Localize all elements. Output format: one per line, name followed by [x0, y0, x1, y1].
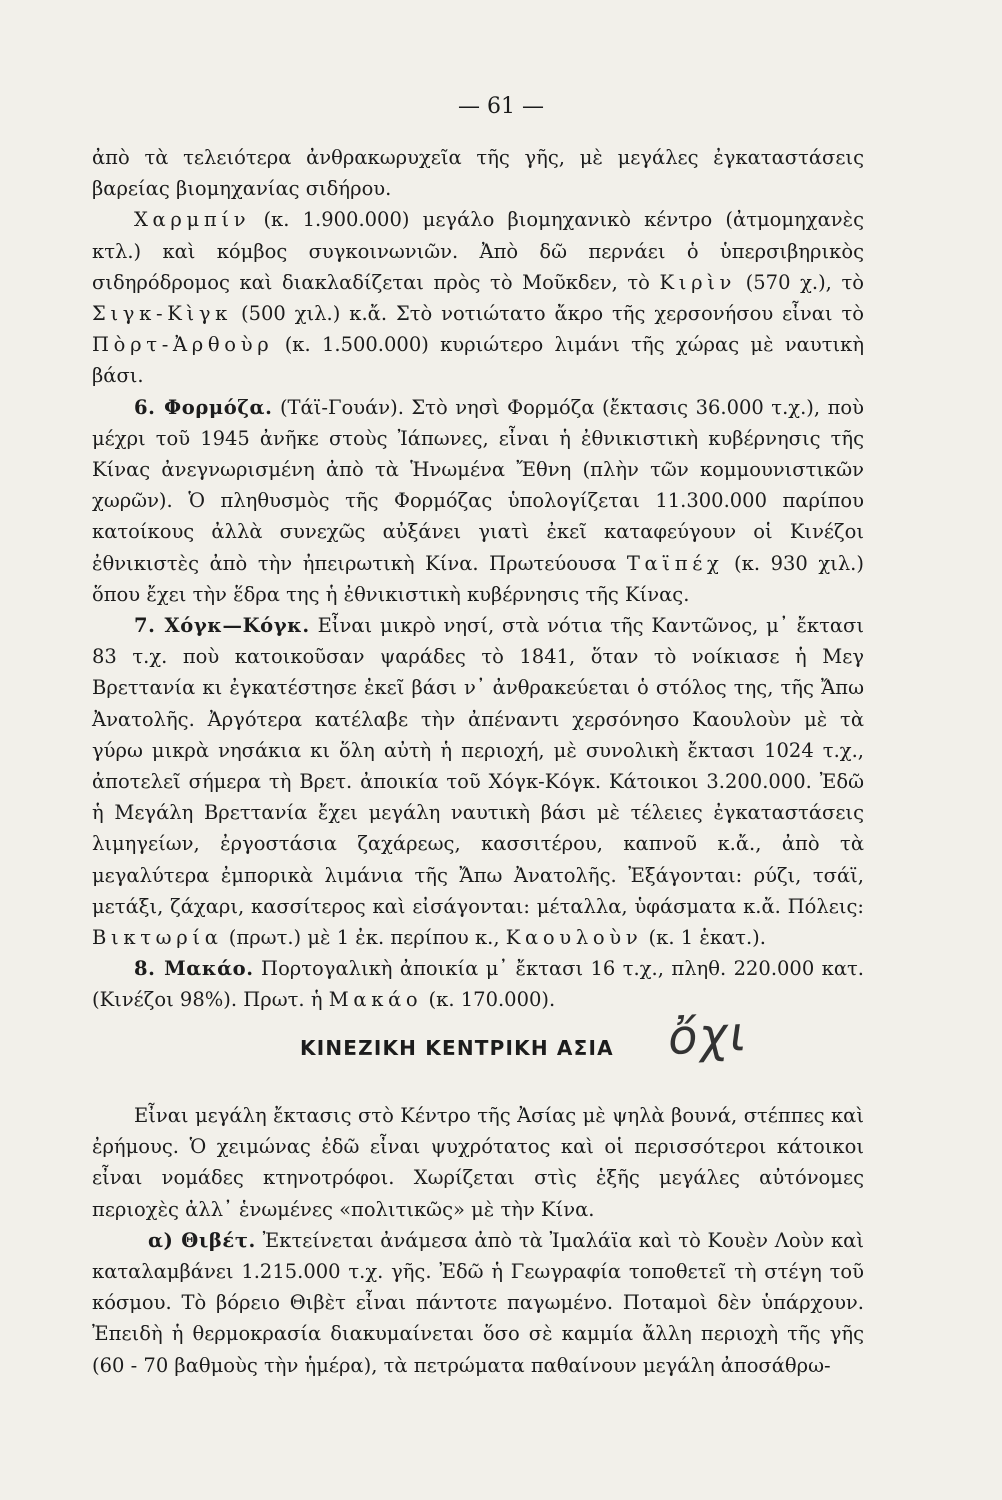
- heading-tibet: α) Θιβέτ.: [148, 1228, 256, 1252]
- heading-hong-kong: 7. Χόγκ—Κόγκ.: [134, 614, 310, 638]
- heading-formosa: 6. Φορμόζα.: [134, 395, 273, 419]
- page-number: — 61 —: [458, 94, 544, 119]
- section-formosa: 6. Φορμόζα. (Τάϊ-Γουάν). Στὸ νησὶ Φορμόζα (ἔκτασις 36.000 τ.χ.), ποὺ μέχρι τοῦ 1945 ἀνῆκε στοὺς Ἰάπωνες, εἶναι ἡ ἐθνικιστικὴ κυβέρνησις τῆς Κίνας ἀνεγνωρισμένη ἀπὸ τὰ Ἡνωμένα Ἔθνη (πλὴν τῶν κομμουνιστικῶν χωρῶν). Ὁ πληθυσμὸς τῆς Φορμόζας ὑπολογίζεται 11.300.000 παρίπου κατοίκους ἀλλὰ συνεχῶς αὐξάνει γιατὶ ἐκεῖ καταφεύγουν οἱ Κινέζοι ἐθνικιστὲς ἀπὸ τὴν ἠπειρωτικὴ Κίνα. Πρωτεύουσα Ταϊπέχ (κ. 930 χιλ.) ὅπου ἔχει τὴν ἕδρα της ἡ ἐθνικιστικὴ κυβέρνησις τῆς Κίνας.: [92, 395, 864, 606]
- section-tibet: α) Θιβέτ. Ἐκτείνεται ἀνάμεσα ἀπὸ τὰ Ἰμαλάϊα καὶ τὸ Κουὲν Λοὺν καὶ καταλαμβάνει 1.215.000 τ.χ. γῆς. Ἐδῶ ἡ Γεωγραφία τοποθετεῖ τὴ στέγη τοῦ κόσμου. Τὸ βόρειο Θιβὲτ εἶναι πάντοτε παγωμένο. Ποταμοὶ δὲν ὑπάρχουν. Ἐπειδὴ ἡ θερμοκρασία διακυμαίνεται ὅσο σὲ καμμία ἄλλη περιοχὴ τῆς γῆς (60 - 70 βαθμοὺς τὴν ἡμέρα), τὰ πετρώματα παθαίνουν μεγάλη ἀποσάθρω-: [92, 1228, 864, 1377]
- place-kowloon: Καουλοὺν: [505, 926, 643, 950]
- text-block-upper: [92, 142, 864, 1016]
- place-taipei: Ταϊπέχ: [626, 551, 724, 575]
- place-macao: Μακάο: [328, 988, 423, 1012]
- handwritten-annotation: ὄχι: [666, 1005, 750, 1067]
- paragraph-central-asia: Εἶναι μεγάλη ἔκτασις στὸ Κέντρο τῆς Ἀσίας μὲ ψηλὰ βουνά, στέππες καὶ ἐρήμους. Ὁ χειμώνας ἐδῶ εἶναι ψυχρότατος καὶ οἱ περισσότεροι κάτοικοι εἶναι νομάδες κτηνοτρόφοι. Χωρίζεται στὶς ἑξῆς μεγάλες αὐτόνομες περιοχὲς ἀλλ᾽ ἑνωμένες «πολιτικῶς» μὲ τὴν Κίνα.: [92, 1104, 864, 1221]
- place-harbin: Χαρμπίν: [134, 208, 251, 232]
- place-sigk-kigk: Σιγκ-Κὶγκ: [92, 302, 233, 326]
- place-port-arthur: Πὸρτ-Ἀρθοὺρ: [92, 333, 274, 357]
- paragraph-harbin: Χαρμπίν (κ. 1.900.000) μεγάλο βιομηχανικὸ κέντρο (ἀτμομηχανὲς κτλ.) καὶ κόμβος συγκοινωνιῶν. Ἀπὸ δῶ περνάει ὁ ὑπερσιβηρικὸς σιδηρόδρομος καὶ διακλαδίζεται πρὸς τὸ Μοῦκδεν, τὸ Κιρὶν (570 χ.), τὸ Σιγκ-Κὶγκ (500 χιλ.) κ.ἄ. Στὸ νοτιώτατο ἄκρο τῆς χερσονήσου εἶναι τὸ Πὸρτ-Ἀρθοὺρ (κ. 1.500.000) κυριώτερο λιμάνι τῆς χώρας μὲ ναυτικὴ βάσι.: [92, 208, 864, 388]
- place-kirin: Κιρὶν: [659, 270, 737, 294]
- section-hong-kong: 7. Χόγκ—Κόγκ. Εἶναι μικρὸ νησί, στὰ νότια τῆς Καντῶνος, μ᾽ ἔκτασι 83 τ.χ. ποὺ κατοικοῦσαν ψαράδες τὸ 1841, ὅταν τὸ νοίκιασε ἡ Μεγ Βρεττανία κι ἐγκατέστησε ἐκεῖ βάσι ν᾽ ἀνθρακεύεται ὁ στόλος της, τῆς Ἄπω Ἀνατολῆς. Ἀργότερα κατέλαβε τὴν ἀπέναντι χερσόνησο Καουλοὺν μὲ τὰ γύρω μικρὰ νησάκια κι ὅλη αὐτὴ ἡ περιοχή, μὲ συνολικὴ ἔκτασι 1024 τ.χ., ἀποτελεῖ σήμερα τὴ Βρετ. ἀποικία τοῦ Χόγκ-Κόγκ. Κάτοικοι 3.200.000. Ἐδῶ ἡ Μεγάλη Βρεττανία ἔχει μεγάλη ναυτικὴ βάσι μὲ τέλειες ἐγκαταστάσεις λιμηγείων, ἐργοστάσια ζαχάρεως, κασσιτέρου, καπνοῦ κ.ἄ., ἀπὸ τὰ μεγαλύτερα ἐμπορικὰ λιμάνια τῆς Ἄπω Ἀνατολῆς. Ἐξάγονται: ρύζι, τσάϊ, μετάξι, ζάχαρι, κασσίτερος καὶ εἰσάγονται: μέταλλα, ὑφάσματα κ.ἄ. Πόλεις: Βικτωρία (πρωτ.) μὲ 1 ἐκ. περίπου κ., Καουλοὺν (κ. 1 ἑκατ.).: [92, 614, 865, 950]
- section-title-central-asia: ΚΙΝΕΖΙΚΗ ΚΕΝΤΡΙΚΗ ΑΣΙΑ: [300, 1036, 614, 1060]
- paragraph-heavy-industry: ἀπὸ τὰ τελειότερα ἀνθρακωρυχεῖα τῆς γῆς, μὲ μεγάλες ἐγκαταστάσεις βαρείας βιομηχανίας σιδήρου.: [92, 146, 864, 201]
- place-victoria: Βικτωρία: [92, 926, 223, 950]
- heading-macao: 8. Μακάο.: [134, 957, 254, 981]
- text-block-lower: [92, 1100, 864, 1381]
- section-macao: 8. Μακάο. Πορτογαλικὴ ἀποικία μ᾽ ἔκτασι 16 τ.χ., πληθ. 220.000 κατ. (Κινέζοι 98%). Πρωτ. ἡ Μακάο (κ. 170.000).: [92, 957, 864, 1012]
